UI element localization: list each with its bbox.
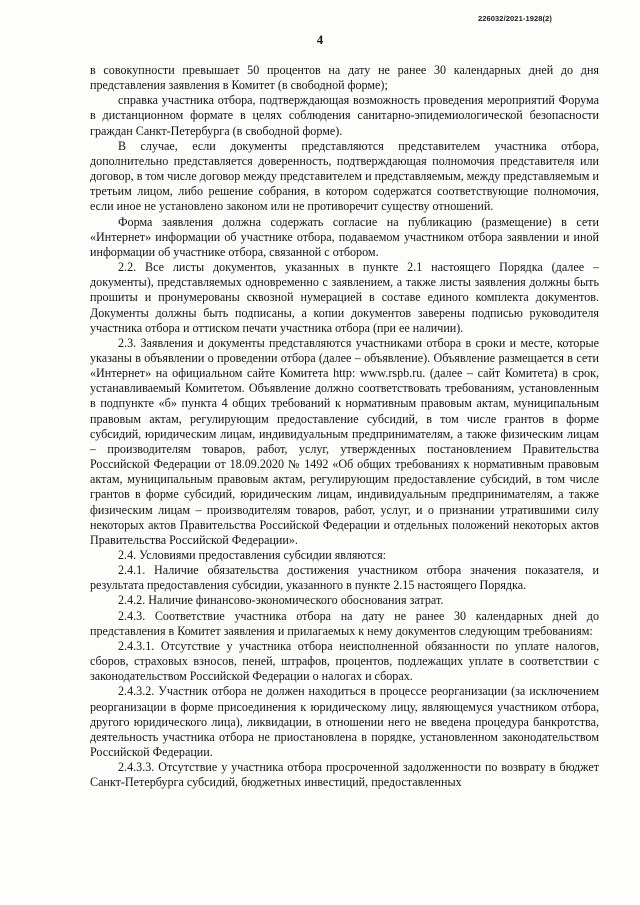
paragraph: 2.2. Все листы документов, указанных в пункте 2.1 настоящего Порядка (далее – документы), представляемых одновременно с заявлением, а также листы заявления должны быть прошиты и пронумерованы сквозной нумерацией в составе единого комплекта документов. Документы должны быть подписаны, а копии документов заверены подписью руководителя участника отбора и оттиском печати участника отбора (при ее наличии).: [90, 260, 599, 335]
paragraph: 2.4.2. Наличие финансово-экономического обоснования затрат.: [118, 593, 444, 608]
paragraph: в совокупности превышает 50 процентов на дату не ранее 30 календарных дней до дня представления заявления в Комитет (в свободной форме);: [90, 63, 599, 93]
paragraph: 2.4.1. Наличие обязательства достижения участником отбора значения показателя, и результата предоставления субсидии, указанного в пункте 2.15 настоящего Порядка.: [90, 563, 599, 593]
paragraph: Форма заявления должна содержать согласие на публикацию (размещение) в сети «Интернет» информации об участнике отбора, подаваемом участником отбора заявлении и иной информации об участнике отбора, связанной с отбором.: [90, 214, 599, 259]
page-number: 4: [316, 33, 324, 47]
paragraph: 2.4.3. Соответствие участника отбора на дату не ранее 30 календарных дней до представления в Комитет заявления и прилагаемых к нему документов следующим требованиям:: [90, 608, 599, 638]
paragraph: В случае, если документы представляются представителем участника отбора, дополнительно представляется доверенность, подтверждающая полномочия представителя или договор, в том числе договор между представителем и представляемым, между представляемым и третьим лицом, либо решение собрания, в котором содержатся соответствующие полномочия, если иное не установлено законом или не противоречит существу отношений.: [90, 138, 599, 214]
document-registration-number: 226032/2021-1928(2): [477, 14, 552, 23]
paragraph: 2.4. Условиями предоставления субсидии являются:: [118, 548, 387, 562]
paragraph: справка участника отбора, подтверждающая возможность проведения мероприятий Форума в дистанционном формате в целях соблюдения санитарно-эпидемиологической безопасности граждан Санкт-Петербурга (в свободной форме).: [90, 93, 599, 138]
document-body: [90, 63, 599, 791]
paragraph: 2.3. Заявления и документы представляются участниками отбора в сроки и месте, которые указаны в объявлении о проведении отбора (далее – объявление). Объявление размещается в сети «Интернет» на официальном сайте Комитета http: www.rspb.ru. (далее – сайт Комитета) в срок, устанавливаемый Комитетом. Объявление должно соответствовать требованиям, установленным в подпункте «б» пункта 4 общих требований к нормативным правовым актам, муниципальным правовым актам, регулирующим предоставление субсидий, в том числе грантов в форме субсидий, юридическим лицам, индивидуальным предпринимателям, а также физическим лицам – производителям товаров, работ, услуг, утвержденных постановлением Правительства Российской Федерации от 18.09.2020 № 1492 «Об общих требованиях к нормативным правовым актам, муниципальным правовым актам, регулирующим предоставление субсидий, в том числе грантов в форме субсидий, юридическим лицам, индивидуальным предпринимателям, а также физическим лицам – производителям товаров, работ, услуг, и о признании утратившими силу некоторых актов Правительства Российской Федерации и отдельных положений некоторых актов Правительства Российской Федерации».: [90, 335, 599, 547]
paragraph: 2.4.3.1. Отсутствие у участника отбора неисполненной обязанности по уплате налогов, сборов, страховых взносов, пеней, штрафов, процентов, подлежащих уплате в соответствии с законодательством Российской Федерации о налогах и сборах.: [90, 638, 599, 684]
paragraph: 2.4.3.2. Участник отбора не должен находиться в процессе реорганизации (за исключением реорганизации в форме присоединения к юридическому лицу, являющемуся участником отбора, другого юридического лица), ликвидации, в отношении него не введена процедура банкротства, деятельность участника отбора не приостановлена в порядке, установленном законодательством Российской Федерации.: [90, 684, 599, 760]
paragraph: 2.4.3.3. Отсутствие у участника отбора просроченной задолженности по возврату в бюджет Санкт-Петербурга субсидий, бюджетных инвестиций, предоставленных: [90, 760, 599, 790]
